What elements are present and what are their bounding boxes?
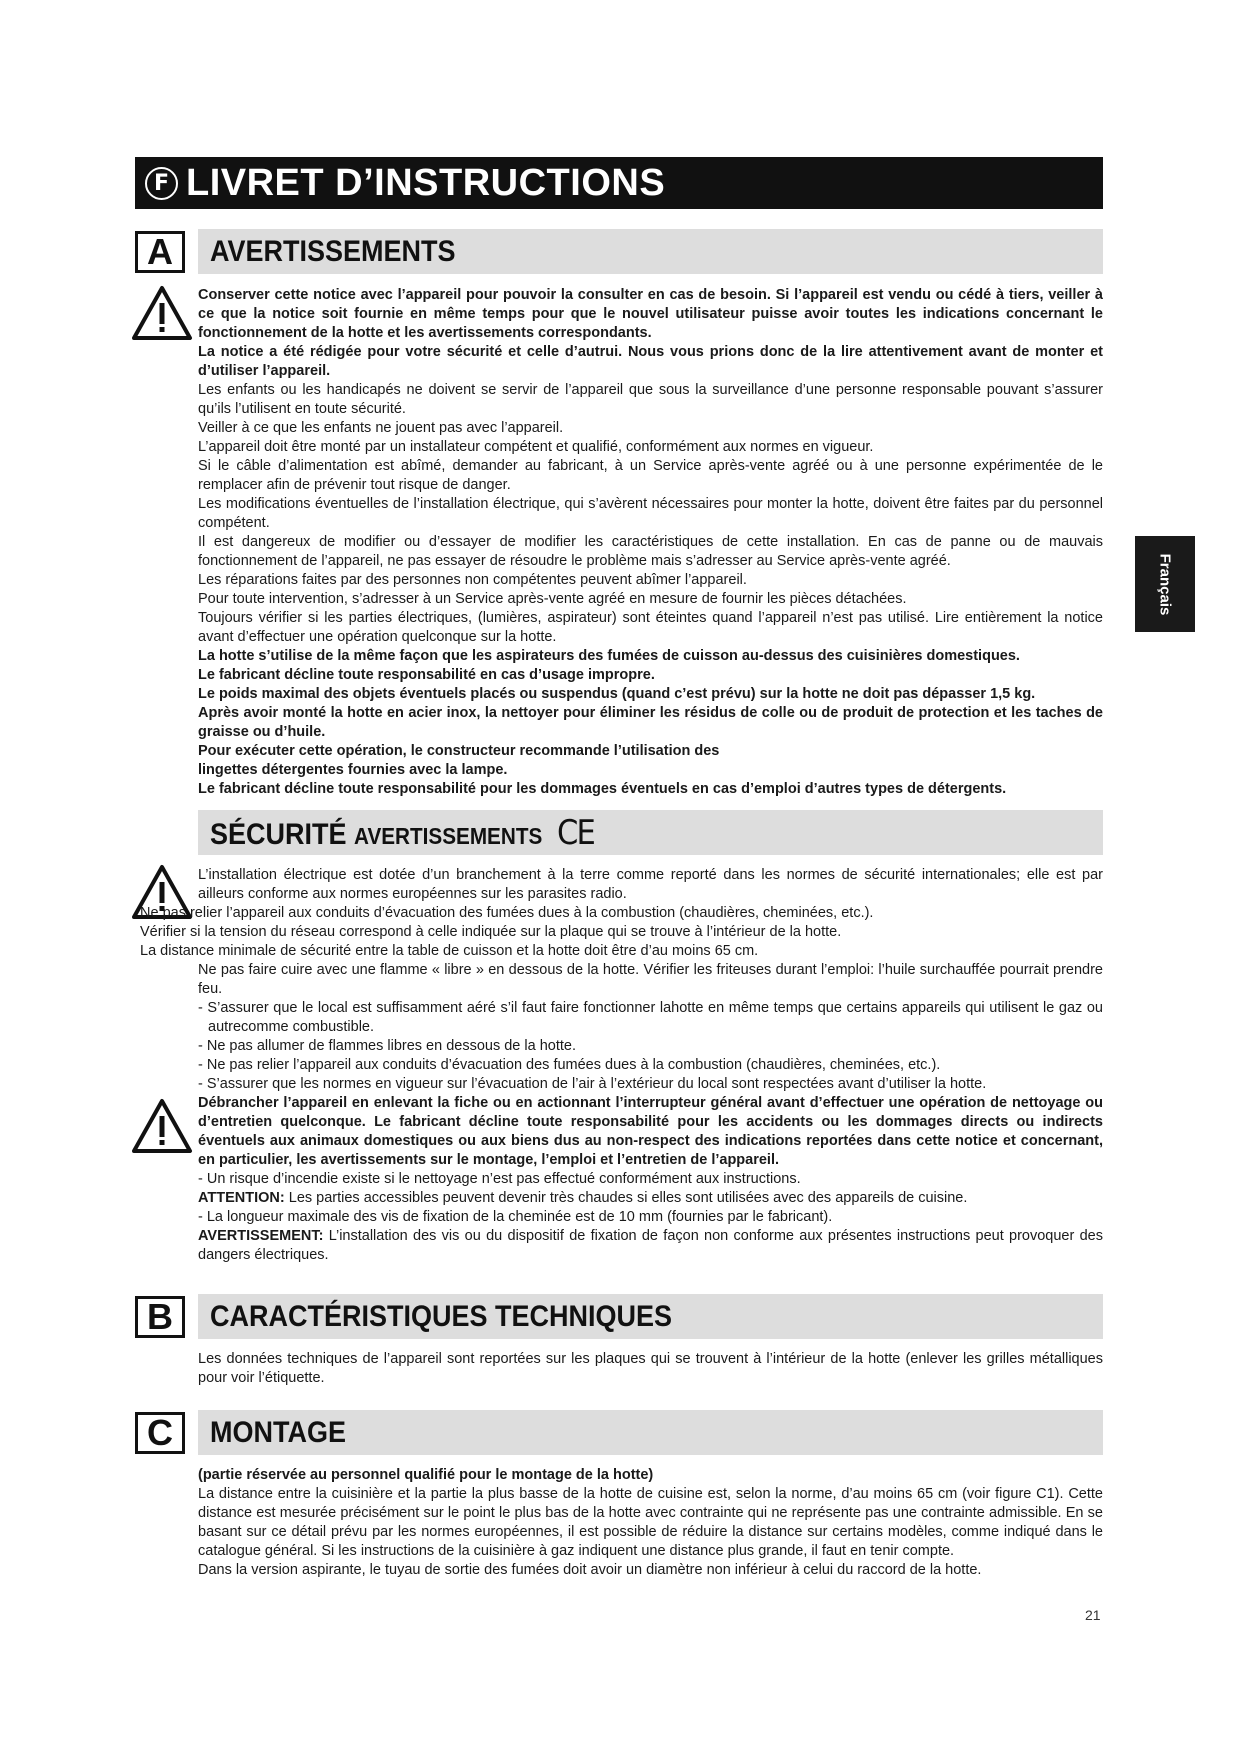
page-number: 21: [1085, 1607, 1101, 1623]
section-c-body: [198, 1466, 1103, 1580]
paragraph: Le fabricant décline toute responsabilité en cas d’usage impropre.: [198, 667, 655, 683]
paragraph: - Un risque d’incendie existe si le nettoyage n’est pas effectué conformément aux instructions.: [198, 1171, 801, 1187]
securite-header: [198, 810, 1103, 855]
paragraph: La notice a été rédigée pour votre sécurité et celle d’autrui. Nous vous prions donc de la lire attentivement avant de monter et d’utiliser l’appareil.: [198, 344, 1103, 379]
section-c-title: MONTAGE: [210, 1415, 346, 1449]
paragraph: (partie réservée au personnel qualifié pour le montage de la hotte): [198, 1467, 654, 1483]
paragraph: - Ne pas allumer de flammes libres en dessous de la hotte.: [198, 1038, 576, 1054]
attention-text: Les parties accessibles peuvent devenir très chaudes si elles sont utilisées avec des appareils de cuisine.: [288, 1190, 968, 1206]
language-badge: [145, 167, 178, 200]
document-title-bar: [135, 157, 1103, 209]
paragraph: Ne pas faire cuire avec une flamme « libre » en dessous de la hotte. Vérifier les friteuses durant l’emploi: l’huile surchauffée pourrait prendre feu.: [198, 962, 1103, 997]
language-side-tab: [1135, 536, 1195, 632]
paragraph: La distance minimale de sécurité entre la table de cuisson et la hotte doit être d’au moins 65 cm.: [140, 943, 759, 959]
section-c-letter: C: [135, 1412, 185, 1454]
document-title: LIVRET D’INSTRUCTIONS: [186, 161, 666, 204]
language-side-tab-label: Français: [1156, 553, 1174, 615]
paragraph: - S’assurer que le local est suffisamment aéré s’il faut faire fonctionner lahotte en même temps que certains appareils qui utilisent le gaz ou autrecomme combustible.: [198, 1000, 1103, 1035]
paragraph: Si le câble d’alimentation est abîmé, demander au fabricant, à un Service après-vente agréé ou à une personne expérimentée de le remplacer afin de prévenir tout risque de danger.: [198, 458, 1103, 493]
paragraph: - S’assurer que les normes en vigueur sur l’évacuation de l’air à l’extérieur du local sont respectées avant d’utiliser la hotte.: [198, 1076, 987, 1092]
paragraph: Les enfants ou les handicapés ne doivent se servir de l’appareil que sous la surveillance d’une personne responsable pouvant s’assurer qu’ils l’utilisent en toute sécurité.: [198, 382, 1103, 417]
section-b-letter: B: [135, 1296, 185, 1338]
paragraph: Dans la version aspirante, le tuyau de sortie des fumées doit avoir un diamètre non inférieur à celui du raccord de la hotte.: [198, 1562, 982, 1578]
securite-title: [210, 813, 594, 853]
securite-title-sub: AVERTISSEMENTS: [354, 822, 543, 849]
paragraph: Ne pas relier l’appareil aux conduits d’évacuation des fumées dues à la combustion (chaudières, cheminées, etc.).: [140, 905, 874, 921]
avertissement-label: AVERTISSEMENT:: [198, 1228, 324, 1244]
securite-body-outdent: [140, 904, 1103, 961]
warning-triangle-icon: [131, 1098, 193, 1154]
ce-mark-icon: CE: [556, 812, 595, 853]
paragraph: Conserver cette notice avec l’appareil pour pouvoir la consulter en cas de besoin. Si l’appareil est vendu ou cédé à tiers, veiller à ce que la notice soit fournie en même temps pour que le nouvel utilisateur puisse avoir toutes les indications concernant le fonctionnement de la hotte et les avertissements correspondants.: [198, 287, 1103, 341]
section-b-title: CARACTÉRISTIQUES TECHNIQUES: [210, 1299, 673, 1333]
paragraph: Toujours vérifier si les parties électriques, (lumières, aspirateur) sont éteintes quand l’appareil n’est pas utilisé. Lire entièrement la notice avant d’effectuer une opération quelconque sur la hotte.: [198, 610, 1103, 645]
paragraph: - Ne pas relier l’appareil aux conduits d’évacuation des fumées dues à la combustion (chaudières, cheminées, etc.).: [198, 1057, 941, 1073]
paragraph: Veiller à ce que les enfants ne jouent pas avec l’appareil.: [198, 420, 564, 436]
paragraph: Il est dangereux de modifier ou d’essayer de modifier les caractéristiques de cette installation. En cas de panne ou de mauvais fonctionnement de l’appareil, ne pas essayer de résoudre le problème mais s’adresser au Service après-vente agréé.: [198, 534, 1103, 569]
attention-label: ATTENTION:: [198, 1190, 285, 1206]
paragraph: lingettes détergentes fournies avec la lampe.: [198, 762, 508, 778]
paragraph: - La longueur maximale des vis de fixation de la cheminée est de 10 mm (fournies par le fabricant).: [198, 1209, 833, 1225]
section-a-letter: A: [135, 231, 185, 273]
section-b-header: [198, 1294, 1103, 1339]
paragraph: Débrancher l’appareil en enlevant la fiche ou en actionnant l’interrupteur général avant d’effectuer une opération de nettoyage ou d’entretien quelconque. Le fabricant décline toute responsabilité pour les accidents ou les dommages directs ou indirects éventuels aux animaux domestiques ou aux biens dus au non-respect des indications reportées dans cette notice et concernant, en particulier, les avertissements sur le montage, l’emploi et l’entretien de l’appareil.: [198, 1095, 1103, 1168]
paragraph: Le poids maximal des objets éventuels placés ou suspendus (quand c’est prévu) sur la hotte ne doit pas dépasser 1,5 kg.: [198, 686, 1036, 702]
section-a-title: AVERTISSEMENTS: [210, 234, 456, 268]
avertissement-text: L’installation des vis ou du dispositif de fixation de façon non conforme aux présentes instructions peut provoquer des dangers électriques.: [198, 1228, 1103, 1263]
paragraph: L’installation électrique est dotée d’un branchement à la terre comme reporté dans les normes de sécurité internationales; elle est par ailleurs conforme aux normes européennes sur les parasites radio.: [198, 867, 1103, 902]
paragraph: Les réparations faites par des personnes non compétentes peuvent abîmer l’appareil.: [198, 572, 747, 588]
securite-body-top: [198, 866, 1103, 904]
section-a-body: [198, 286, 1103, 799]
paragraph: Les modifications éventuelles de l’installation électrique, qui s’avèrent nécessaires pour monter la hotte, doivent être faites par du personnel compétent.: [198, 496, 1103, 531]
paragraph: L’appareil doit être monté par un installateur compétent et qualifié, conformément aux normes en vigueur.: [198, 439, 874, 455]
paragraph: Vérifier si la tension du réseau correspond à celle indiquée sur la plaque qui se trouve à l’intérieur de la hotte.: [140, 924, 842, 940]
paragraph: Pour exécuter cette opération, le constructeur recommande l’utilisation des: [198, 743, 720, 759]
paragraph: Pour toute intervention, s’adresser à un Service après-vente agréé en mesure de fournir les pièces détachées.: [198, 591, 907, 607]
paragraph: Les données techniques de l’appareil sont reportées sur les plaques qui se trouvent à l’intérieur de la hotte (enlever les grilles métalliques pour voir l’étiquette.: [198, 1351, 1103, 1386]
language-letter: F: [153, 170, 170, 196]
section-a-header: [198, 229, 1103, 274]
paragraph: [198, 1189, 1103, 1208]
section-c-header: [198, 1410, 1103, 1455]
securite-body: [198, 961, 1103, 1265]
paragraph: [198, 1227, 1103, 1265]
paragraph: Le fabricant décline toute responsabilité pour les dommages éventuels en cas d’emploi d’autres types de détergents.: [198, 781, 1007, 797]
securite-title-main: SÉCURITÉ: [210, 817, 347, 851]
paragraph: La hotte s’utilise de la même façon que les aspirateurs des fumées de cuisson au-dessus des cuisinières domestiques.: [198, 648, 1020, 664]
section-b-body: [198, 1350, 1103, 1388]
paragraph: Après avoir monté la hotte en acier inox, la nettoyer pour éliminer les résidus de colle ou de produit de protection et les taches de graisse ou d’huile.: [198, 705, 1103, 740]
warning-triangle-icon: [131, 285, 193, 341]
paragraph: La distance entre la cuisinière et la partie la plus basse de la hotte de cuisine est, selon la norme, d’au moins 65 cm (voir figure C1). Cette distance est mesurée précisément sur le point le plus bas de la hotte avec contrainte qui ne représente pas une contrainte admissible. En se basant sur ce détail prévu par les normes européennes, il est possible de réduire la distance sur certains modèles, comme indiqué dans le catalogue général. Si les instructions de la cuisinière à gaz indiquent une distance plus grande, il faut en tenir compte.: [198, 1486, 1103, 1559]
